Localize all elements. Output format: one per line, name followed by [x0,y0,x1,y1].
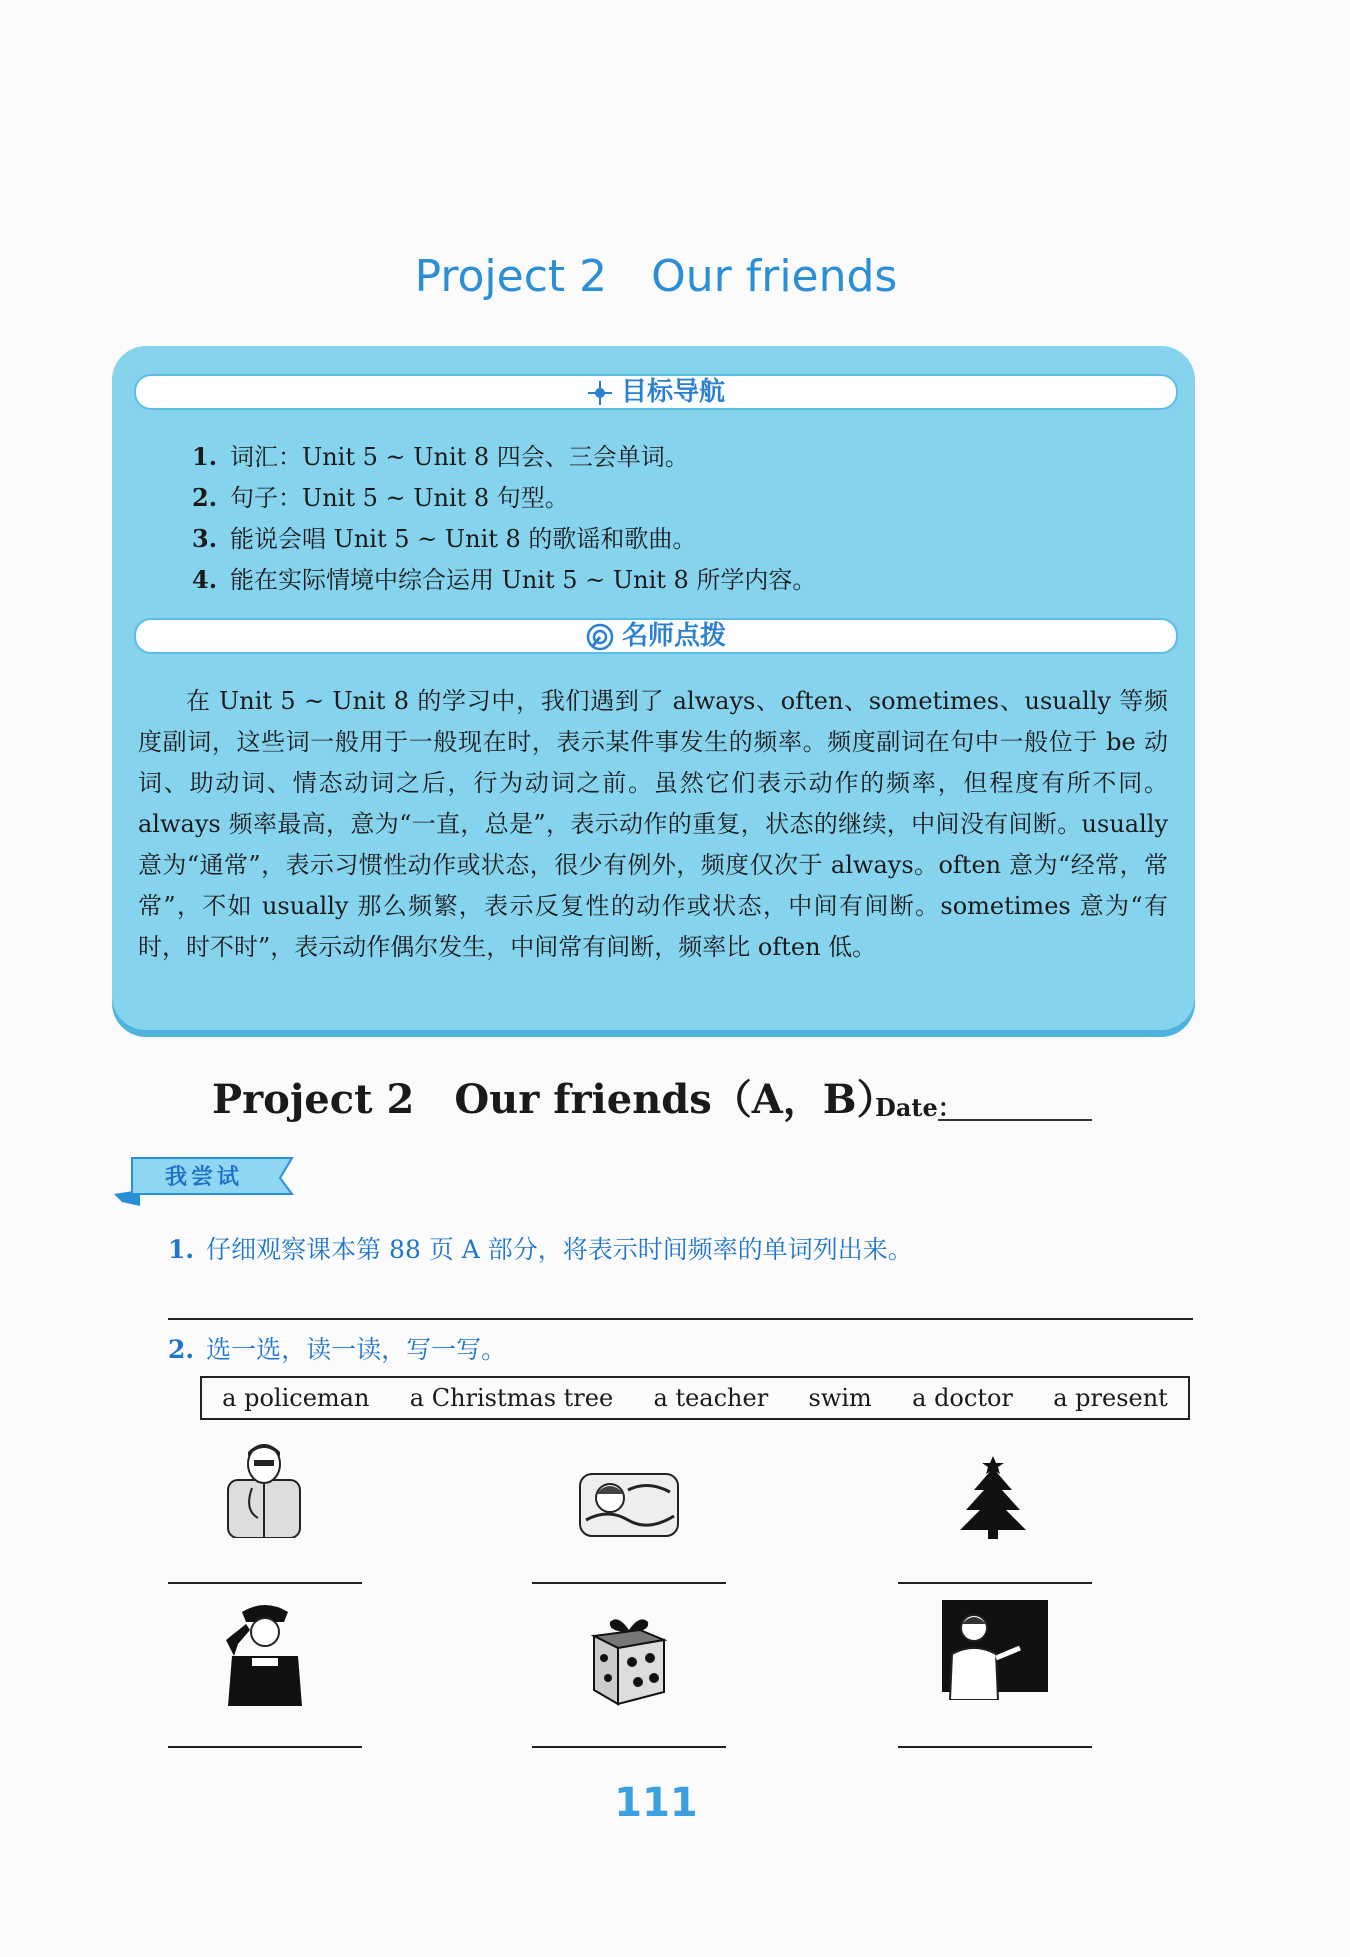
answer-blank[interactable] [168,1582,362,1584]
tips-heading-bar [134,618,1178,654]
answer-blank[interactable] [898,1582,1092,1584]
policeman-image [220,1600,310,1706]
tips-heading: 名师点拨 [621,621,726,651]
goal-item: 4. 能在实际情境中综合运用 Unit 5 ~ Unit 8 所学内容。 [192,565,817,594]
page-title: Project 2 Our friends [414,251,898,302]
date-answer-line[interactable] [938,1119,1092,1121]
answer-blank[interactable] [898,1746,1092,1748]
question-1: 1. 仔细观察课本第 88 页 A 部分，将表示时间频率的单词列出来。 [168,1235,913,1264]
info-panel [112,346,1195,1030]
christmas-tree-image [958,1454,1028,1540]
present-image [588,1612,670,1706]
answer-blank[interactable] [168,1746,362,1748]
page-number: 111 [614,1780,698,1826]
doctor-image [222,1440,306,1538]
word-bank-item: a policeman [222,1384,370,1412]
goal-item: 3. 能说会唱 Unit 5 ~ Unit 8 的歌谣和歌曲。 [192,524,697,553]
answer-blank[interactable] [532,1746,726,1748]
goals-list [192,436,816,600]
swimmer-image [578,1470,680,1540]
word-bank-item: swim [808,1384,872,1412]
try-banner [110,1150,300,1214]
teacher-image [940,1598,1050,1700]
question-2: 2. 选一选，读一读，写一写。 [168,1335,507,1364]
word-bank-item: a doctor [912,1384,1013,1412]
goal-item: 2. 句子：Unit 5 ~ Unit 8 句型。 [192,483,569,512]
tips-text: 在 Unit 5 ~ Unit 8 的学习中，我们遇到了 always、often、sometimes、usually 等频度副词，这些词一般用于一般现在时，表示某件事发生的频率。频度副词在句中一般位于 be 动词、助动词、情态动词之后，行为动词之前。虽然它们表示动作的频率，但程度有所不同。always 频率最高，意为“一直，总是”，表示动作的重复，状态的继续，中间没有间断。usually 意为“通常”，表示习惯性动作或状态，很少有例外，频度仅次于 always。often 意为“经常，常常”，不如 usually 那么频繁，表示反复性的动作或状态，中间有间断。sometimes 意为“有时，时不时”，表示动作偶尔发生，中间常有间断，频率比 often 低。 [138,687,1168,961]
goals-heading-bar [134,374,1178,410]
word-bank-item: a present [1053,1384,1168,1412]
answer-line[interactable] [168,1318,1193,1320]
pointer-icon [586,623,614,651]
goal-item: 1. 词汇：Unit 5 ~ Unit 8 四会、三会单词。 [192,442,689,471]
word-bank [200,1376,1190,1420]
try-label: 我尝试 [165,1165,244,1190]
answer-blank[interactable] [532,1582,726,1584]
date-label: Date： [875,1093,962,1122]
compass-icon [587,380,613,406]
word-bank-item: a Christmas tree [409,1384,614,1412]
goals-heading: 目标导航 [620,377,725,407]
word-bank-item: a teacher [653,1384,769,1412]
lesson-title: Project 2 Our friends（A，B） [212,1076,897,1123]
